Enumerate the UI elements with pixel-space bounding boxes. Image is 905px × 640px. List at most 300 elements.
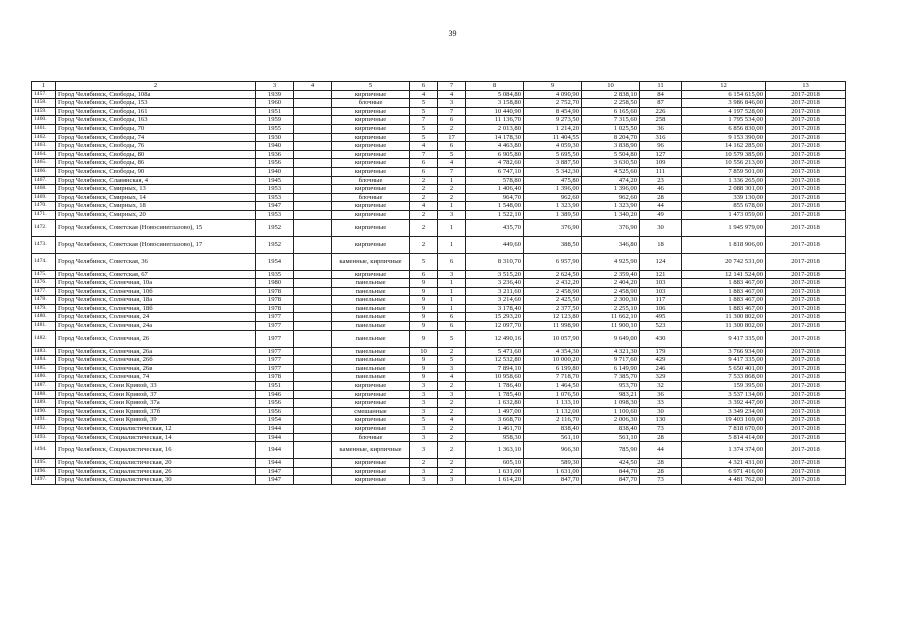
address-cell: Город Челябинск, Славянская, 4 [56,176,256,185]
wall-material-cell: панельные [332,296,410,305]
residential-area-cell: 474,20 [582,176,640,185]
entrances-cell: 2 [438,467,466,476]
table-row [32,90,846,99]
build-year-cell: 1952 [256,236,294,253]
total-area-cell: 3 211,60 [466,287,524,296]
entrances-cell: 3 [438,390,466,399]
premises-area-cell: 1 132,00 [524,407,582,416]
residents-cell: 258 [640,116,682,125]
table-row [32,270,846,279]
residential-area-cell: 983,21 [582,390,640,399]
column-number-7: 7 [438,82,466,91]
wall-material-cell: кирпичные [332,116,410,125]
address-cell: Город Челябинск, Свободы, 108а [56,90,256,99]
floors-cell: 9 [410,373,438,382]
address-cell: Город Челябинск, Солнечная, 10а [56,279,256,288]
wall-material-cell: кирпичные [332,219,410,236]
entrances-cell: 3 [438,270,466,279]
address-cell: Город Челябинск, Солнечная, 24а [56,322,256,331]
address-cell: Город Челябинск, Солнечная, 74 [56,373,256,382]
floors-cell: 5 [410,99,438,108]
renovation-year-cell [294,416,332,425]
premises-area-cell: 1 133,10 [524,399,582,408]
wall-material-cell: кирпичные [332,390,410,399]
premises-area-cell: 589,30 [524,459,582,468]
residents-cell: 106 [640,304,682,313]
address-cell: Город Челябинск, Свободы, 70 [56,124,256,133]
wall-material-cell: кирпичные [332,459,410,468]
build-year-cell: 1944 [256,425,294,434]
address-cell: Город Челябинск, Смирных, 18 [56,202,256,211]
build-year-cell: 1946 [256,390,294,399]
residential-area-cell: 953,70 [582,382,640,391]
residential-area-cell: 11 662,10 [582,313,640,322]
cost-cell: 1 945 979,00 [682,219,766,236]
row-number: 1465. [32,159,56,168]
renovation-year-cell [294,107,332,116]
build-year-cell: 1960 [256,99,294,108]
wall-material-cell: панельные [332,313,410,322]
table-body [32,82,846,485]
cost-cell: 7 818 670,00 [682,425,766,434]
floors-cell: 2 [410,210,438,219]
residents-cell: 316 [640,133,682,142]
table-row [32,176,846,185]
wall-material-cell: кирпичные [332,202,410,211]
address-cell: Город Челябинск, Сони Кривой, 33 [56,382,256,391]
column-number-3: 3 [256,82,294,91]
residential-area-cell: 7 385,70 [582,373,640,382]
total-area-cell: 7 894,10 [466,364,524,373]
entrances-cell: 5 [438,330,466,347]
renovation-year-cell [294,407,332,416]
table-row [32,99,846,108]
floors-cell: 4 [410,202,438,211]
total-area-cell: 6 747,10 [466,167,524,176]
table-row [32,185,846,194]
cost-cell: 1 818 906,00 [682,236,766,253]
residents-cell: 87 [640,99,682,108]
row-number: 1494. [32,442,56,459]
column-number-5: 5 [332,82,410,91]
period-cell: 2017-2018 [766,425,846,434]
premises-area-cell: 1 631,00 [524,467,582,476]
residents-cell: 109 [640,159,682,168]
period-cell: 2017-2018 [766,185,846,194]
floors-cell: 2 [410,459,438,468]
entrances-cell: 2 [438,407,466,416]
cost-cell: 6 856 830,00 [682,124,766,133]
total-area-cell: 1 632,80 [466,399,524,408]
build-year-cell: 1959 [256,116,294,125]
address-cell: Город Челябинск, Солнечная, 18б [56,304,256,313]
premises-area-cell: 6 199,80 [524,364,582,373]
period-cell: 2017-2018 [766,287,846,296]
table-row [32,167,846,176]
build-year-cell: 1977 [256,356,294,365]
period-cell: 2017-2018 [766,347,846,356]
residential-area-cell: 838,40 [582,425,640,434]
renovation-year-cell [294,236,332,253]
renovation-year-cell [294,373,332,382]
entrances-cell: 2 [438,399,466,408]
row-number: 1472. [32,219,56,236]
renovation-year-cell [294,459,332,468]
page-number: 39 [448,29,457,38]
cost-cell: 9 417 335,00 [682,330,766,347]
entrances-cell: 1 [438,202,466,211]
floors-cell: 9 [410,330,438,347]
total-area-cell: 4 463,80 [466,142,524,151]
row-number: 1466. [32,167,56,176]
residents-cell: 495 [640,313,682,322]
renovation-year-cell [294,279,332,288]
period-cell: 2017-2018 [766,219,846,236]
wall-material-cell: кирпичные [332,142,410,151]
table-row [32,202,846,211]
build-year-cell: 1954 [256,416,294,425]
period-cell: 2017-2018 [766,210,846,219]
build-year-cell: 1930 [256,133,294,142]
renovation-year-cell [294,287,332,296]
residents-cell: 523 [640,322,682,331]
cost-cell: 2 088 301,00 [682,185,766,194]
premises-area-cell: 4 090,90 [524,90,582,99]
cost-cell: 9 417 335,00 [682,356,766,365]
total-area-cell: 1 461,70 [466,425,524,434]
row-number: 1480. [32,313,56,322]
build-year-cell: 1977 [256,330,294,347]
period-cell: 2017-2018 [766,304,846,313]
row-number: 1489. [32,399,56,408]
column-number-8: 8 [466,82,524,91]
residential-area-cell: 2 300,30 [582,296,640,305]
build-year-cell: 1977 [256,347,294,356]
residents-cell: 44 [640,202,682,211]
row-number: 1471. [32,210,56,219]
period-cell: 2017-2018 [766,116,846,125]
floors-cell: 5 [410,124,438,133]
residents-cell: 73 [640,476,682,485]
table-row [32,399,846,408]
residential-area-cell: 3 838,90 [582,142,640,151]
wall-material-cell: кирпичные [332,236,410,253]
cost-cell: 6 154 615,00 [682,90,766,99]
row-number: 1496. [32,467,56,476]
address-cell: Город Челябинск, Сони Кривой, 37б [56,407,256,416]
build-year-cell: 1944 [256,433,294,442]
row-number: 1482. [32,330,56,347]
wall-material-cell: кирпичные [332,133,410,142]
wall-material-cell: блочные [332,193,410,202]
total-area-cell: 1 522,10 [466,210,524,219]
total-area-cell: 4 782,60 [466,159,524,168]
build-year-cell: 1944 [256,442,294,459]
residential-area-cell: 962,60 [582,193,640,202]
residential-area-cell: 346,80 [582,236,640,253]
total-area-cell: 14 178,30 [466,133,524,142]
cost-cell: 1 374 374,00 [682,442,766,459]
cost-cell: 19 403 169,00 [682,416,766,425]
renovation-year-cell [294,330,332,347]
premises-area-cell: 376,90 [524,219,582,236]
renovation-year-cell [294,124,332,133]
row-number: 1485. [32,364,56,373]
period-cell: 2017-2018 [766,124,846,133]
premises-area-cell: 1 464,50 [524,382,582,391]
cost-cell: 3 349 234,00 [682,407,766,416]
renovation-year-cell [294,433,332,442]
residents-cell: 96 [640,142,682,151]
wall-material-cell: кирпичные [332,185,410,194]
entrances-cell: 6 [438,142,466,151]
floors-cell: 5 [410,416,438,425]
floors-cell: 3 [410,467,438,476]
total-area-cell: 435,70 [466,219,524,236]
total-area-cell: 3 515,20 [466,270,524,279]
premises-area-cell: 2 116,70 [524,416,582,425]
address-cell: Город Челябинск, Солнечная, 24 [56,313,256,322]
entrances-cell: 3 [438,99,466,108]
entrances-cell: 5 [438,356,466,365]
address-cell: Город Челябинск, Сони Кривой, 37а [56,399,256,408]
residents-cell: 33 [640,399,682,408]
premises-area-cell: 2 377,50 [524,304,582,313]
cost-cell: 159 395,00 [682,382,766,391]
total-area-cell: 10 958,60 [466,373,524,382]
table-row [32,356,846,365]
renovation-year-cell [294,467,332,476]
renovation-year-cell [294,364,332,373]
premises-area-cell: 2 624,50 [524,270,582,279]
wall-material-cell: кирпичные [332,90,410,99]
total-area-cell: 3 668,70 [466,416,524,425]
total-area-cell: 6 905,80 [466,150,524,159]
residential-area-cell: 1 025,50 [582,124,640,133]
cost-cell: 339 130,00 [682,193,766,202]
residents-cell: 44 [640,442,682,459]
table-row [32,442,846,459]
total-area-cell: 8 310,70 [466,253,524,270]
wall-material-cell: блочные [332,433,410,442]
residents-cell: 32 [640,382,682,391]
period-cell: 2017-2018 [766,382,846,391]
residents-cell: 117 [640,296,682,305]
address-cell: Город Челябинск, Социалистическая, 14 [56,433,256,442]
period-cell: 2017-2018 [766,322,846,331]
total-area-cell: 449,60 [466,236,524,253]
period-cell: 2017-2018 [766,399,846,408]
residents-cell: 103 [640,287,682,296]
floors-cell: 9 [410,356,438,365]
period-cell: 2017-2018 [766,459,846,468]
total-area-cell: 12 490,16 [466,330,524,347]
table-row [32,382,846,391]
floors-cell: 3 [410,433,438,442]
renovation-year-cell [294,296,332,305]
table-row [32,467,846,476]
build-year-cell: 1978 [256,304,294,313]
premises-area-cell: 12 123,80 [524,313,582,322]
table-row [32,107,846,116]
premises-area-cell: 838,40 [524,425,582,434]
entrances-cell: 7 [438,167,466,176]
period-cell: 2017-2018 [766,416,846,425]
cost-cell: 1 795 534,00 [682,116,766,125]
renovation-year-cell [294,150,332,159]
renovation-year-cell [294,99,332,108]
build-year-cell: 1939 [256,90,294,99]
floors-cell: 3 [410,442,438,459]
residents-cell: 28 [640,459,682,468]
renovation-year-cell [294,176,332,185]
period-cell: 2017-2018 [766,407,846,416]
address-cell: Город Челябинск, Свободы, 90 [56,167,256,176]
floors-cell: 9 [410,313,438,322]
renovation-year-cell [294,159,332,168]
row-number: 1481. [32,322,56,331]
floors-cell: 2 [410,193,438,202]
table-row [32,296,846,305]
total-area-cell: 1 497,00 [466,407,524,416]
build-year-cell: 1951 [256,107,294,116]
renovation-year-cell [294,219,332,236]
period-cell: 2017-2018 [766,236,846,253]
residential-area-cell: 561,10 [582,433,640,442]
row-number: 1476. [32,279,56,288]
total-area-cell: 3 214,60 [466,296,524,305]
build-year-cell: 1944 [256,459,294,468]
table-row [32,390,846,399]
cost-cell: 1 473 059,00 [682,210,766,219]
floors-cell: 3 [410,407,438,416]
wall-material-cell: смешанные [332,407,410,416]
build-year-cell: 1947 [256,467,294,476]
floors-cell: 9 [410,364,438,373]
total-area-cell: 5 084,80 [466,90,524,99]
entrances-cell: 4 [438,373,466,382]
wall-material-cell: кирпичные [332,124,410,133]
build-year-cell: 1954 [256,253,294,270]
residents-cell: 28 [640,467,682,476]
wall-material-cell: кирпичные [332,476,410,485]
cost-cell: 11 300 802,00 [682,322,766,331]
residents-cell: 124 [640,253,682,270]
floors-cell: 9 [410,296,438,305]
table-row [32,476,846,485]
column-number-11: 11 [640,82,682,91]
address-cell: Город Челябинск, Свободы, 163 [56,116,256,125]
renovation-year-cell [294,202,332,211]
table-row [32,116,846,125]
build-year-cell: 1945 [256,176,294,185]
residential-area-cell: 6 165,60 [582,107,640,116]
premises-area-cell: 11 404,55 [524,133,582,142]
premises-area-cell: 962,60 [524,193,582,202]
premises-area-cell: 4 354,30 [524,347,582,356]
premises-area-cell: 2 752,70 [524,99,582,108]
build-year-cell: 1977 [256,313,294,322]
total-area-cell: 3 178,40 [466,304,524,313]
residential-area-cell: 844,70 [582,467,640,476]
residents-cell: 103 [640,279,682,288]
wall-material-cell: панельные [332,322,410,331]
residential-area-cell: 424,50 [582,459,640,468]
cost-cell: 3 986 846,00 [682,99,766,108]
row-number: 1461. [32,124,56,133]
renovation-year-cell [294,270,332,279]
row-number: 1488. [32,390,56,399]
build-year-cell: 1936 [256,150,294,159]
row-number: 1483. [32,347,56,356]
period-cell: 2017-2018 [766,270,846,279]
renovation-year-cell [294,116,332,125]
table-row [32,193,846,202]
build-year-cell: 1977 [256,322,294,331]
entrances-cell: 3 [438,364,466,373]
renovation-year-cell [294,253,332,270]
cost-cell: 12 141 524,00 [682,270,766,279]
address-cell: Город Челябинск, Свободы, 74 [56,133,256,142]
residential-area-cell: 376,90 [582,219,640,236]
total-area-cell: 12 097,70 [466,322,524,331]
renovation-year-cell [294,167,332,176]
cost-cell: 11 300 802,00 [682,313,766,322]
address-cell: Город Челябинск, Советская, 67 [56,270,256,279]
premises-area-cell: 847,70 [524,476,582,485]
entrances-cell: 1 [438,279,466,288]
period-cell: 2017-2018 [766,279,846,288]
residents-cell: 127 [640,150,682,159]
renovation-year-cell [294,399,332,408]
entrances-cell: 3 [438,210,466,219]
build-year-cell: 1940 [256,142,294,151]
table-row [32,124,846,133]
entrances-cell: 2 [438,433,466,442]
residential-area-cell: 5 504,80 [582,150,640,159]
total-area-cell: 1 785,40 [466,390,524,399]
renovation-year-cell [294,90,332,99]
row-number: 1464. [32,150,56,159]
entrances-cell: 1 [438,236,466,253]
renovation-year-cell [294,442,332,459]
row-number: 1492. [32,425,56,434]
row-number: 1473. [32,236,56,253]
floors-cell: 2 [410,219,438,236]
total-area-cell: 11 136,70 [466,116,524,125]
residential-area-cell: 1 323,90 [582,202,640,211]
wall-material-cell: каменные, кирпичные [332,253,410,270]
residential-area-cell: 4 525,60 [582,167,640,176]
total-area-cell: 1 548,00 [466,202,524,211]
premises-area-cell: 966,30 [524,442,582,459]
table-row [32,373,846,382]
wall-material-cell: панельные [332,347,410,356]
residential-area-cell: 1 100,60 [582,407,640,416]
period-cell: 2017-2018 [766,313,846,322]
row-number: 1470. [32,202,56,211]
premises-area-cell: 561,10 [524,433,582,442]
total-area-cell: 3 236,40 [466,279,524,288]
total-area-cell: 1 614,20 [466,476,524,485]
residents-cell: 28 [640,193,682,202]
cost-cell: 855 678,00 [682,202,766,211]
cost-cell: 1 883 467,00 [682,279,766,288]
wall-material-cell: кирпичные [332,399,410,408]
premises-area-cell: 1 214,20 [524,124,582,133]
address-cell: Город Челябинск, Социалистическая, 20 [56,459,256,468]
row-number: 1469. [32,193,56,202]
